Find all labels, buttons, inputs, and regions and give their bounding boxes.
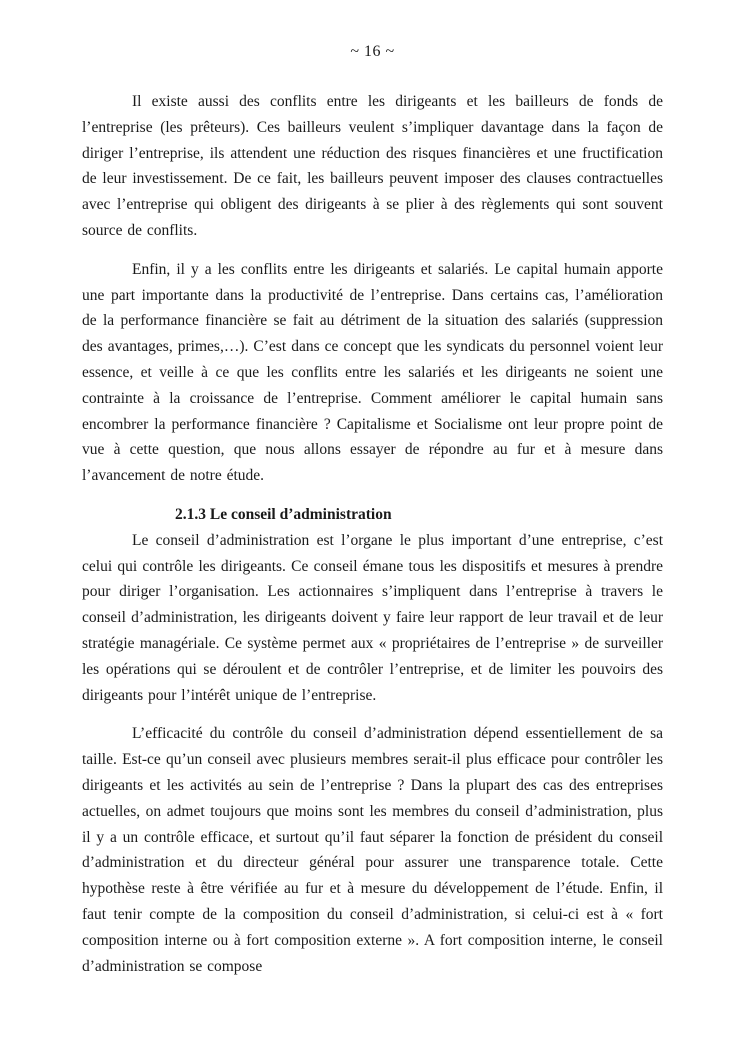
page-number: ~ 16 ~ [350,43,395,60]
paragraph: Le conseil d’administration est l’organe le plus important d’une entreprise, c’est celui qui contrôle les dirigeants. Ce conseil émane tous les dispositifs et mesures à prendre pour diriger l’organisation. Les actionnaires s’impliquent dans l’entreprise à travers le conseil d’administration, les dirigeants doivent y faire leur rapport de leur travail et de leur stratégie managériale. Ce système permet aux « propriétaires de l’entreprise » de surveiller les opérations qui se déroulent et de contrôler l’entreprise, et de limiter les pouvoirs des dirigeants pour l’intérêt unique de l’entreprise. [82,531,663,704]
section-heading: 2.1.3 Le conseil d’administration [175,505,392,523]
paragraph: L’efficacité du contrôle du conseil d’administration dépend essentiellement de sa taille. Est-ce qu’un conseil avec plusieurs membres serait-il plus efficace pour contrôler les dirigeants et les activités au sein de l’entreprise ? Dans la plupart des cas des entreprises actuelles, on admet toujours que moins sont les membres du conseil d’administration, plus il y a un contrôle efficace, et surtout qu’il faut séparer la fonction de président du conseil d’administration et du directeur général pour assurer une transparence totale. Cette hypothèse reste à être vérifiée au fur et à mesure du développement de l’étude. Enfin, il faut tenir compte de la composition du conseil d’administration, si celui-ci est à « fort composition interne ou à fort composition externe ». A fort composition interne, le conseil d’administration se compose [82,725,663,975]
paragraph: Il existe aussi des conflits entre les dirigeants et les bailleurs de fonds de l’entreprise (les prêteurs). Ces bailleurs veulent s’impliquer davantage dans la façon de diriger l’entreprise, ils attendent une réduction des risques financières et une fructification de leur investissement. De ce fait, les bailleurs peuvent imposer des clauses contractuelles avec l’entreprise qui obligent des dirigeants à se plier à des règlements qui sont souvent source de conflits. [82,93,663,239]
document-body [82,89,663,979]
paragraph: Enfin, il y a les conflits entre les dirigeants et salariés. Le capital humain apporte une part importante dans la productivité de l’entreprise. Dans certains cas, l’amélioration de la performance financière se fait au détriment de la situation des salariés (suppression des avantages, primes,…). C’est dans ce concept que les syndicats du personnel voient leur essence, et veille à ce que les conflits entre les salariés et les dirigeants ne soient une contrainte à la croissance de l’entreprise. Comment améliorer le capital humain sans encombrer la performance financière ? Capitalisme et Socialisme ont leur propre point de vue à cette question, que nous allons essayer de répondre au fur et à mesure dans l’avancement de notre étude. [82,260,663,485]
